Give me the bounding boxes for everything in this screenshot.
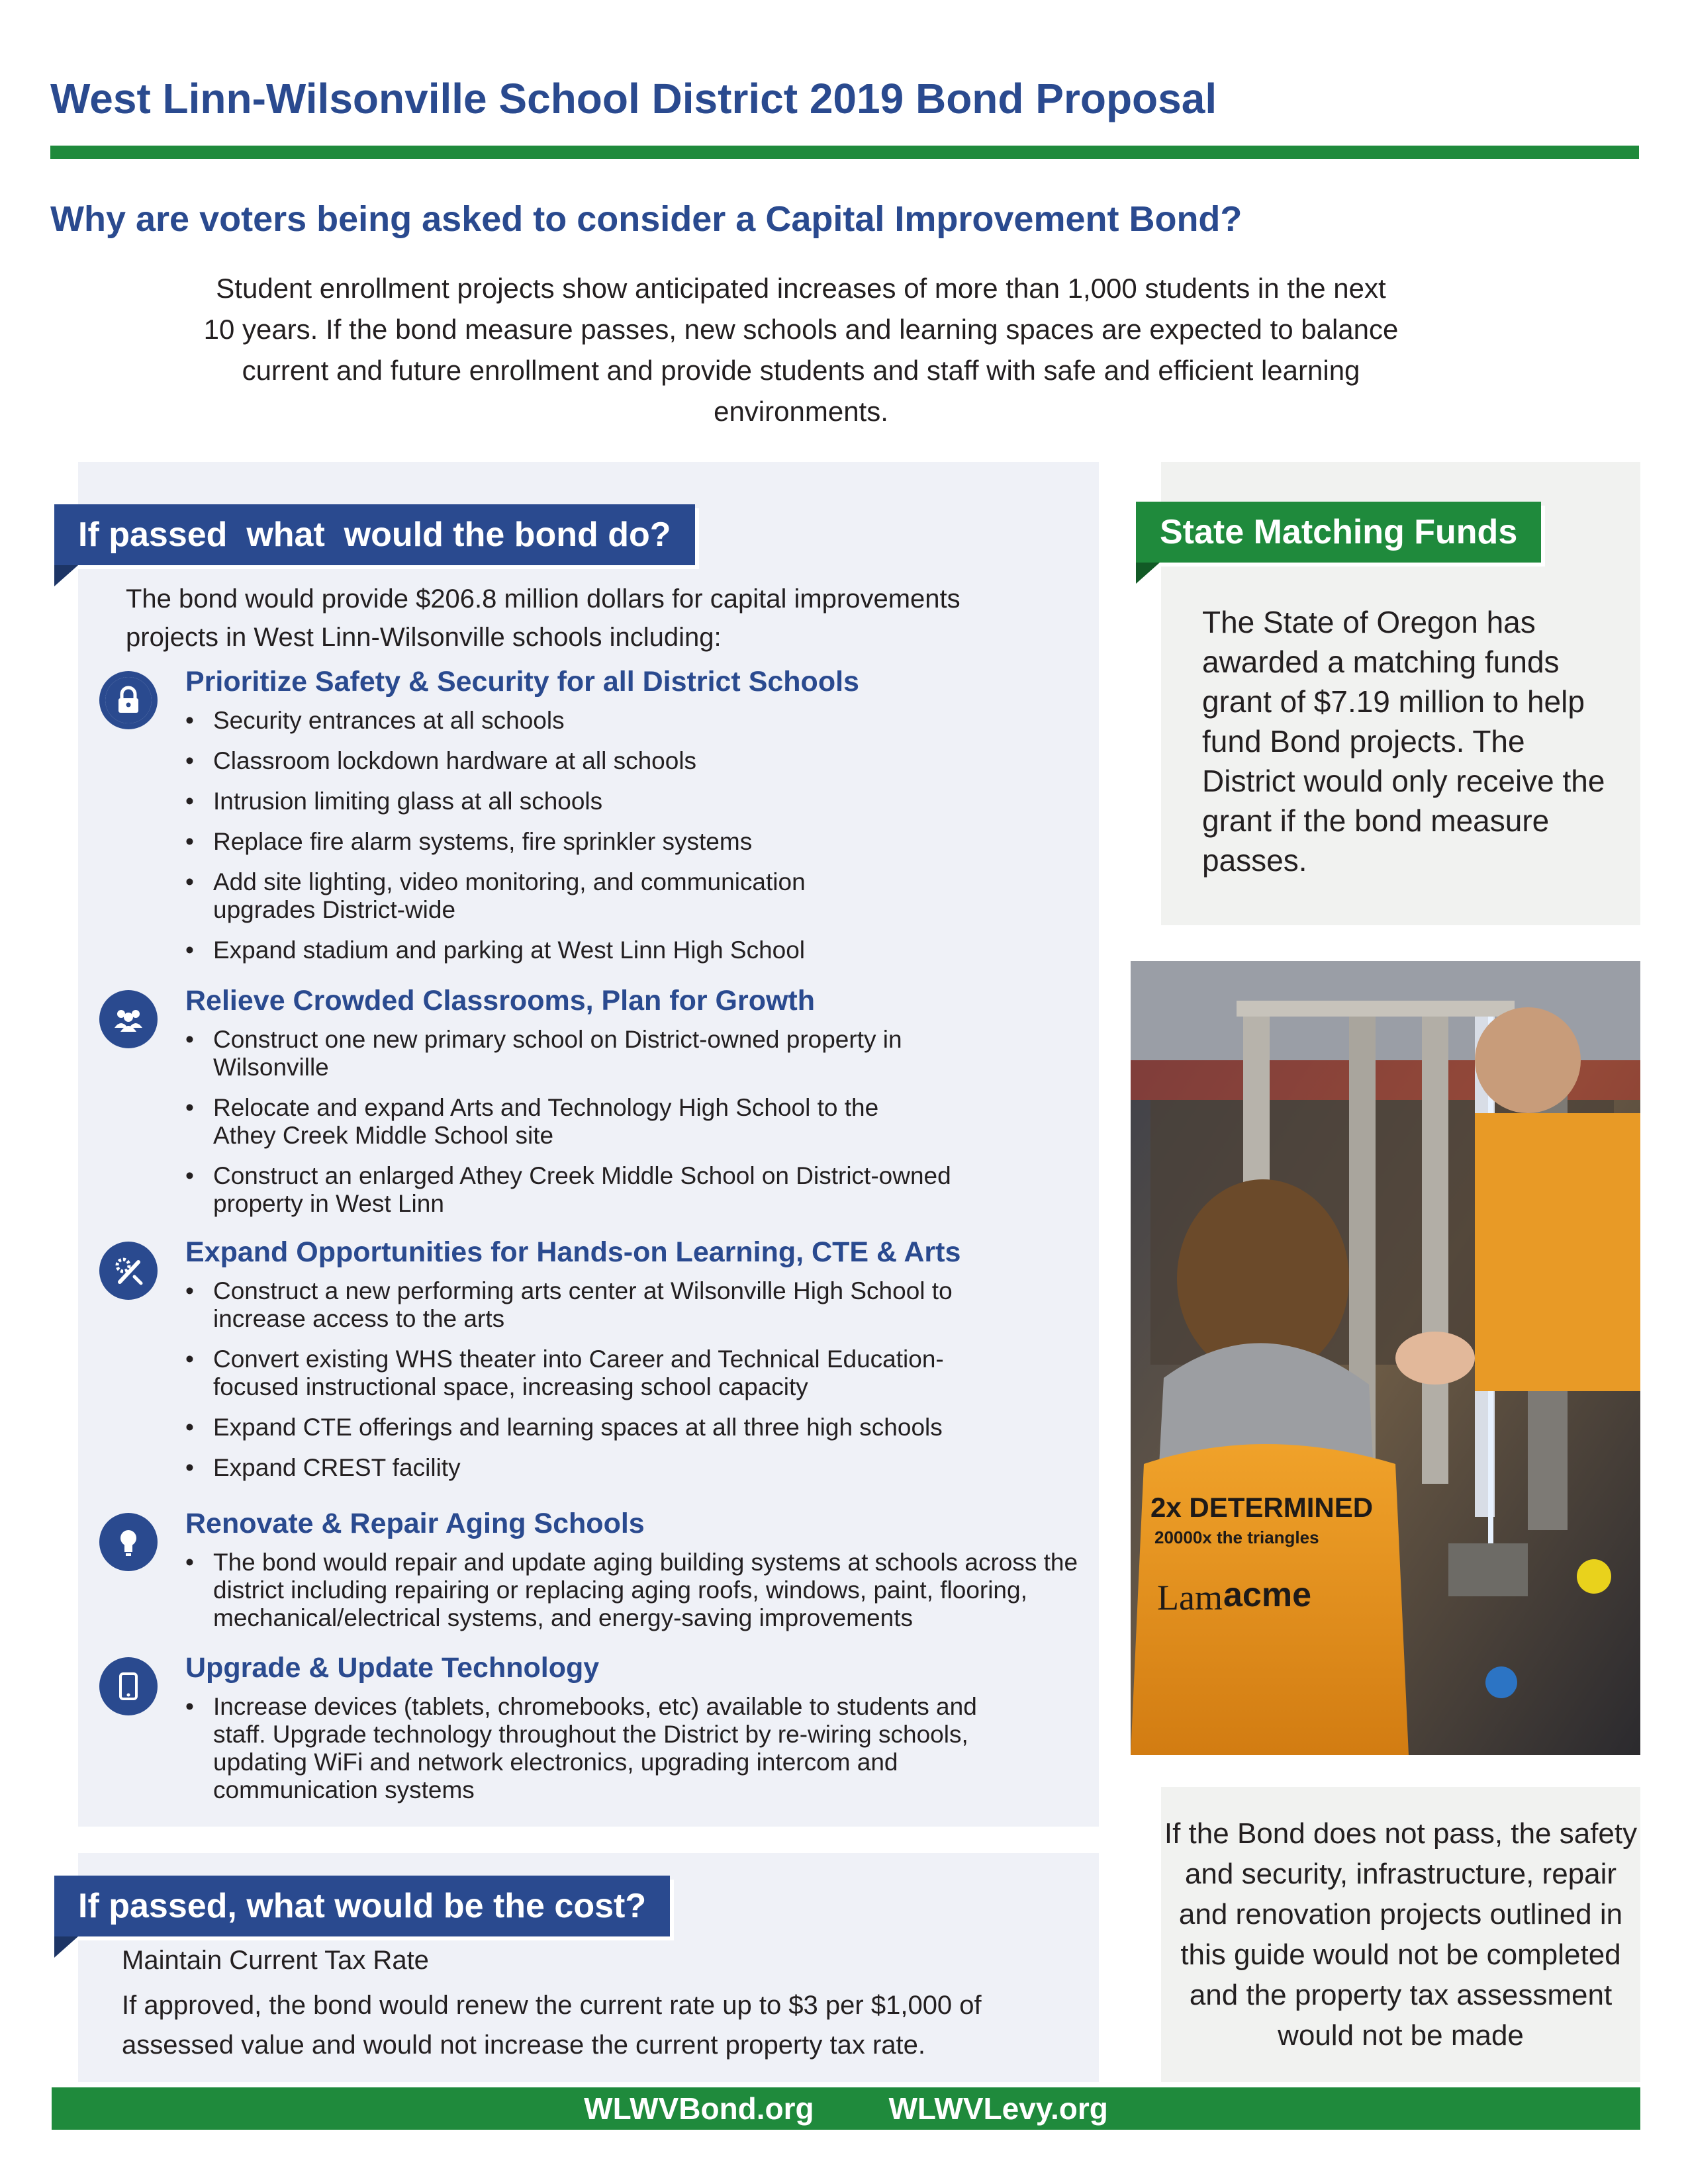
title-divider	[50, 146, 1639, 159]
list-item: • Convert existing WHS theater into Career and Technical Education-focused instructional space, increasing school capacity	[185, 1345, 1001, 1401]
list-item: • Increase devices (tablets, chromebooks, etc) available to students and staff. Upgrade technology throughout the District by re-wiring schools, updating WiFi and network electronics, upgrading intercom and communication systems	[185, 1693, 1027, 1804]
bullet-list	[185, 1277, 1099, 1494]
robotics-photo	[1131, 961, 1640, 1755]
cost-text: If approved, the bond would renew the current rate up to $3 per $1,000 of assessed value and would not increase the current property tax rate.	[122, 1991, 982, 2060]
list-item: • Construct a new performing arts center at Wilsonville High School to increase access to the arts	[185, 1277, 1047, 1333]
people-icon	[99, 990, 158, 1048]
list-item: • Replace fire alarm systems, fire sprinkler systems	[185, 828, 1099, 856]
list-item: • Classroom lockdown hardware at all schools	[185, 747, 1099, 775]
list-item: • Expand CREST facility	[185, 1454, 1099, 1482]
list-item: • Construct an enlarged Athey Creek Middle School on District-owned property in West Linn	[185, 1162, 1008, 1218]
list-item: • Security entrances at all schools	[185, 707, 1099, 735]
section-heading: Relieve Crowded Classrooms, Plan for Growth	[185, 985, 815, 1017]
cost-banner: If passed, what would be the cost?	[54, 1876, 670, 1936]
list-item: • Construct one new primary school on District-owned property in Wilsonville	[185, 1026, 928, 1081]
page-subtitle: Why are voters being asked to consider a Capital Improvement Bond?	[50, 199, 1243, 239]
cost-subheading: Maintain Current Tax Rate	[122, 1946, 429, 1975]
banner-fold	[54, 1936, 78, 1958]
list-item: • Add site lighting, video monitoring, and communication upgrades District-wide	[185, 868, 849, 924]
bullet-list	[185, 1026, 1099, 1230]
footer-bar	[52, 2087, 1640, 2130]
state-funds-text: The State of Oregon has awarded a matching funds grant of $7.19 million to help fund Bond projects. The District would only receive the grant if the bond measure passes.	[1202, 605, 1605, 878]
bullet-list	[185, 707, 1099, 977]
list-item: • Expand CTE offerings and learning spaces at all three high schools	[185, 1414, 1099, 1441]
sponsor-logo-1: Lam	[1157, 1578, 1223, 1617]
tablet-icon	[99, 1657, 158, 1715]
tools-icon	[99, 1242, 158, 1300]
section-heading: Prioritize Safety & Security for all District Schools	[185, 666, 859, 698]
bond-intro-text: The bond would provide $206.8 million dollars for capital improvements projects in West Linn-Wilsonville schools including:	[126, 584, 961, 652]
section-heading: Upgrade & Update Technology	[185, 1652, 600, 1684]
bond-do-banner: If passed what would the bond do?	[54, 504, 695, 565]
banner-fold	[1136, 563, 1160, 584]
bullet-list	[185, 1693, 1099, 1817]
page-title: West Linn-Wilsonville School District 2019 Bond Proposal	[50, 75, 1217, 122]
shirt-text-1: 2x DETERMINED	[1150, 1492, 1374, 1523]
section-heading: Renovate & Repair Aging Schools	[185, 1508, 645, 1539]
bullet-list	[185, 1549, 1099, 1645]
lightbulb-icon	[99, 1513, 158, 1571]
banner-fold	[54, 565, 78, 586]
list-item: • The bond would repair and update aging building systems at schools across the district including repairing or replacing aging roofs, windows, paint, flooring, mechanical/electrical systems, and energy-saving improvements	[185, 1549, 1127, 1632]
list-item: • Expand stadium and parking at West Linn High School	[185, 936, 1099, 964]
bond-website-link[interactable]: WLWVBond.org	[584, 2091, 814, 2126]
list-item: • Relocate and expand Arts and Technology High School to the Athey Creek Middle School site	[185, 1094, 928, 1150]
shirt-text-2: 20000x the triangles	[1154, 1527, 1319, 1547]
sponsor-logo-2: acme	[1223, 1576, 1311, 1614]
section-heading: Expand Opportunities for Hands-on Learning, CTE & Arts	[185, 1236, 961, 1268]
intro-paragraph: Student enrollment projects show anticipated increases of more than 1,000 students in the next 10 years. If the bond measure passes, new schools and learning spaces are expected to balance current and future enrollment and provide students and staff with safe and efficient learning environments.	[203, 273, 1399, 427]
no-pass-text: If the Bond does not pass, the safety and security, infrastructure, repair and renovation projects outlined in this guide would not be completed and the property tax assessment would not be made	[1164, 1817, 1638, 2052]
lock-icon	[99, 671, 158, 729]
state-funds-banner: State Matching Funds	[1136, 502, 1541, 563]
levy-website-link[interactable]: WLWVLevy.org	[888, 2091, 1108, 2126]
list-item: • Intrusion limiting glass at all schools	[185, 788, 1099, 815]
